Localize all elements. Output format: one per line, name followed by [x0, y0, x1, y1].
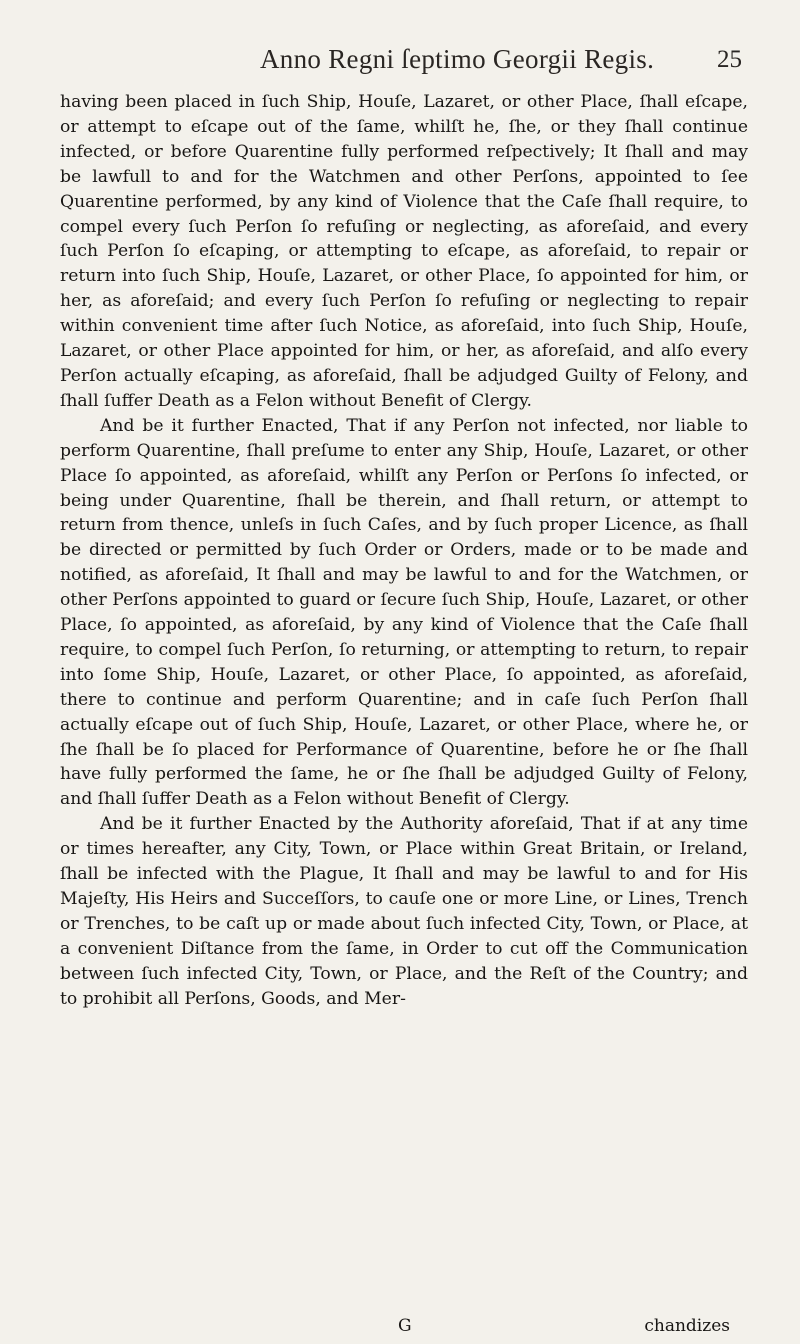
signature-mark: G: [398, 1316, 412, 1336]
catchword: chandizes: [644, 1316, 730, 1336]
body-text: [60, 90, 748, 1012]
page-number: 25: [717, 46, 742, 73]
running-title: Anno Regni ſeptimo Georgii Regis.: [260, 44, 655, 74]
paragraph-3: And be it further Enacted by the Authority aforeſaid, That if at any time or times hereafter, any City, Town, or Place within Great Britain, or Ireland, ſhall be infected with the Plague, It ſhall and may be lawful to and for His Majeſty, His Heirs and Succeſſors, to cauſe one or more Line, or Lines, Trench or Trenches, to be caſt up or made about ſuch infected City, Town, or Place, at a convenient Diſtance from the ſame, in Order to cut off the Communication between ſuch infected City, Town, or Place, and the Reſt of the Country; and to prohibit all Perſons, Goods, and Mer-: [60, 814, 748, 1009]
paragraph-2: And be it further Enacted, That if any Perſon not infected, nor liable to perform Quarentine, ſhall preſume to enter any Ship, Houſe, Lazaret, or other Place ſo appointed, as aforeſaid, whilſt any Perſon or Perſons ſo infected, or being under Quarentine, ſhall be therein, and ſhall return, or attempt to return from thence, unleſs in ſuch Caſes, and by ſuch proper Licence, as ſhall be directed or permitted by ſuch Order or Orders, made or to be made and notified, as aforeſaid, It ſhall and may be lawful to and for the Watchmen, or other Perſons appointed to guard or ſecure ſuch Ship, Houſe, Lazaret, or other Place, ſo appointed, as aforeſaid, by any kind of Violence that the Caſe ſhall require, to compel ſuch Perſon, ſo returning, or attempting to return, to repair into ſome Ship, Houſe, Lazaret, or other Place, ſo appointed, as aforeſaid, there to continue and perform Quarentine; and in caſe ſuch Perſon ſhall actually eſcape out of ſuch Ship, Houſe, Lazaret, or other Place, where he, or ſhe ſhall be ſo placed for Performance of Quarentine, before he or ſhe ſhall have fully performed the ſame, he or ſhe ſhall be adjudged Guilty of Felony, and ſhall ſuffer Death as a Felon without Benefit of Clergy.: [60, 415, 748, 810]
paragraph-1: having been placed in ſuch Ship, Houſe, Lazaret, or other Place, ſhall eſcape, or attempt to eſcape out of the ſame, whilſt he, ſhe, or they ſhall continue infected, or before Quarentine fully performed reſpectively; It ſhall and may be lawfull to and for the Watchmen and other Perſons, appointed to ſee Quarentine performed, by any kind of Violence that the Caſe ſhall require, to compel every ſuch Perſon ſo refuſing or neglecting, as aforeſaid, and every ſuch Perſon ſo eſcaping, or attempting to eſcape, as aforeſaid, to repair or return into ſuch Ship, Houſe, Lazaret, or other Place, ſo appointed for him, or her, as aforeſaid; and every ſuch Perſon ſo refuſing or neglecting to repair within convenient time after ſuch Notice, as aforeſaid, into ſuch Ship, Houſe, Lazaret, or other Place appointed for him, or her, as aforeſaid, and alſo every Perſon actually eſcaping, as aforeſaid, ſhall be adjudged Guilty of Felony, and ſhall ſuffer Death as a Felon without Benefit of Clergy.: [60, 92, 748, 411]
running-head: [60, 34, 748, 90]
